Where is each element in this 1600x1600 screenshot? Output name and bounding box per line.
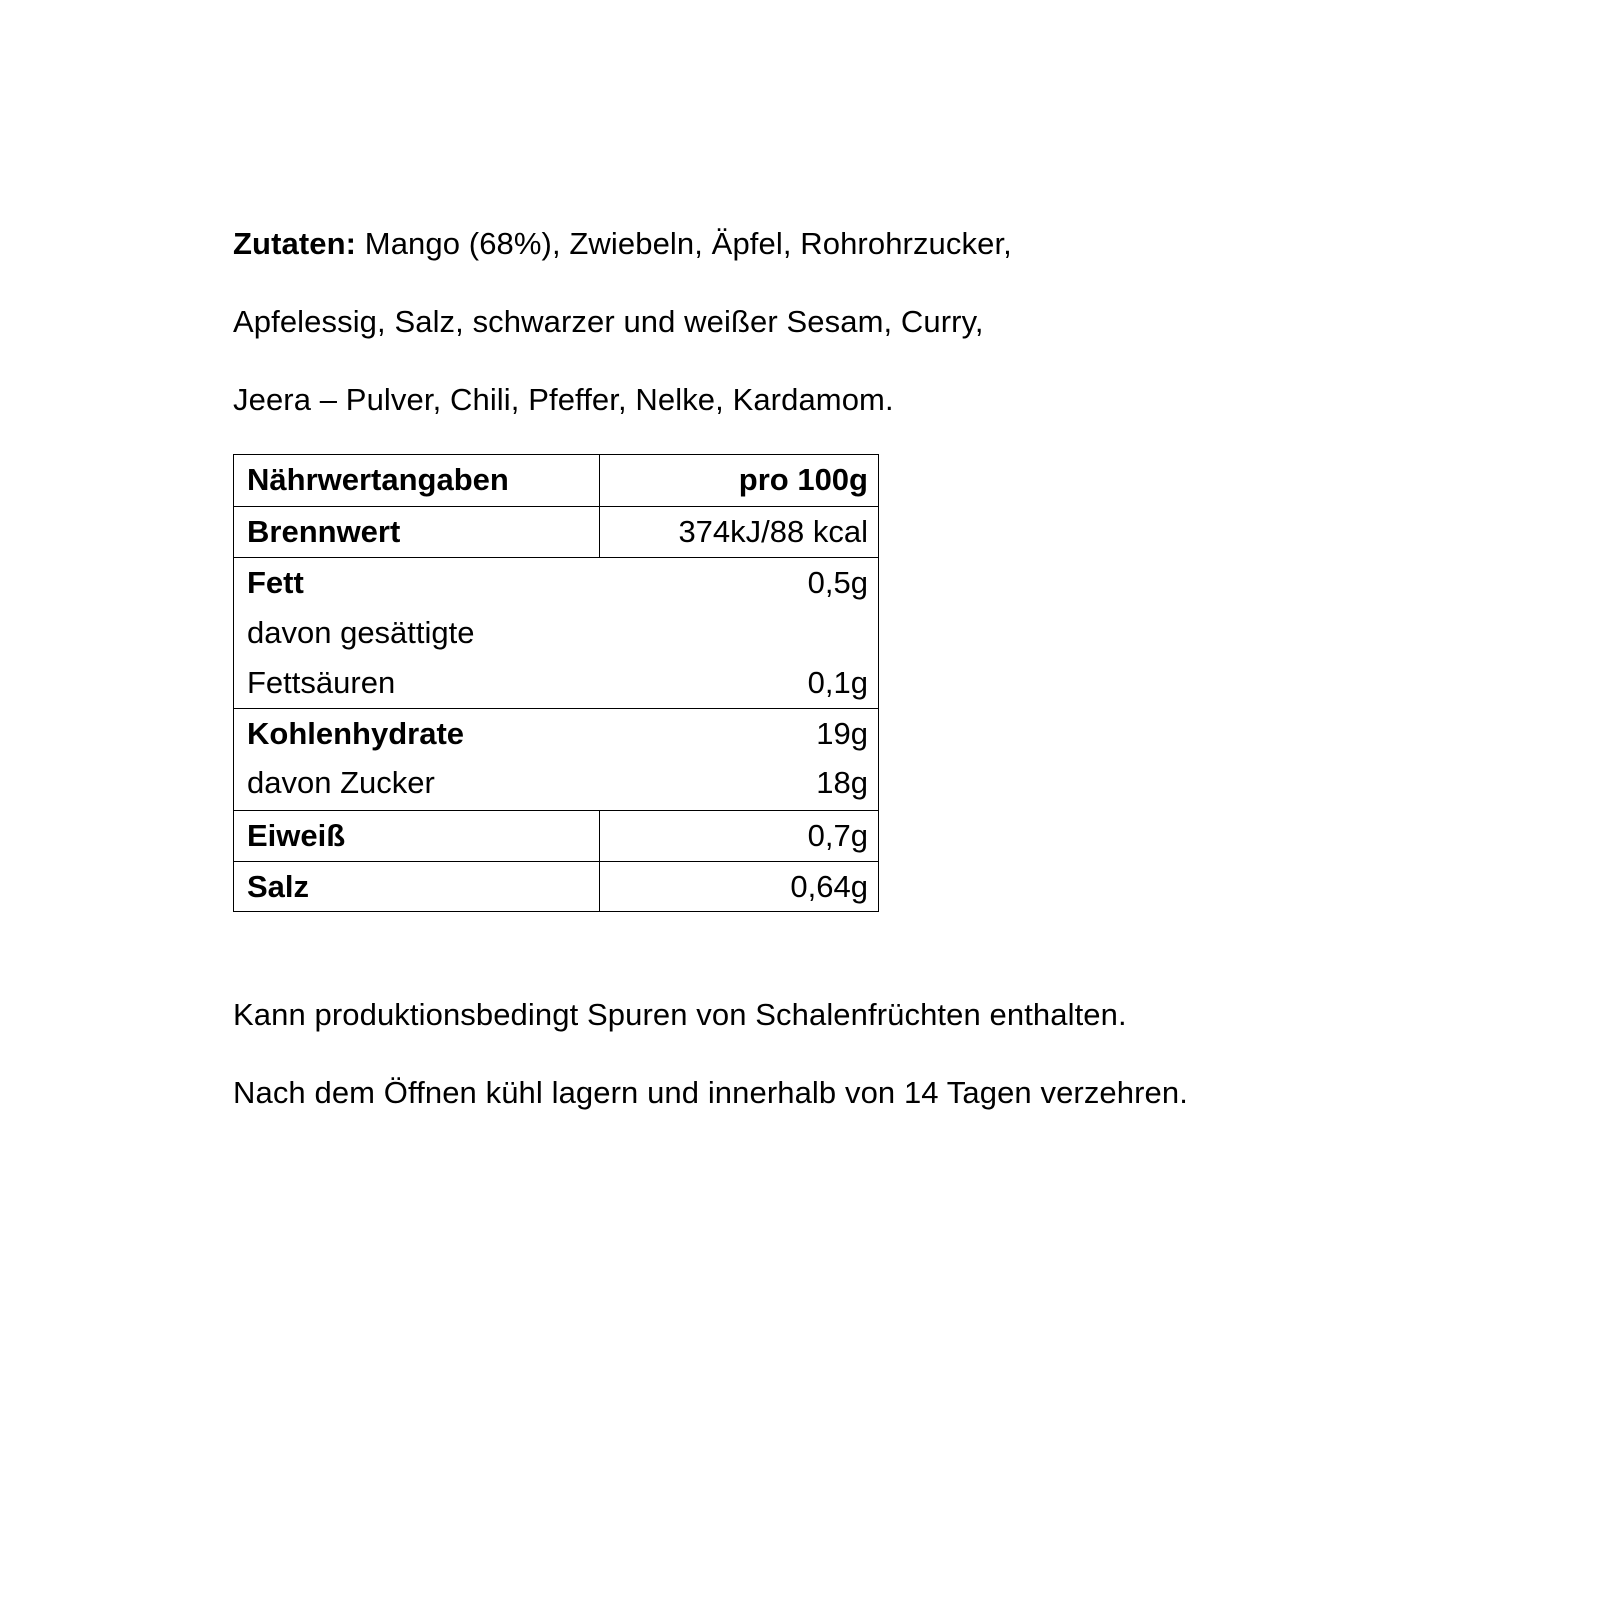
ingredients-line-2: Apfelessig, Salz, schwarzer und weißer Sesam, Curry, xyxy=(233,304,984,339)
carbs-value: 19g xyxy=(816,716,868,751)
nutrition-row-salt xyxy=(234,861,878,911)
saturated-label-1: davon gesättigte xyxy=(247,615,475,650)
nutrition-row-carbs xyxy=(234,708,878,810)
fat-value: 0,5g xyxy=(807,565,868,600)
nutrition-header-value: pro 100g xyxy=(738,462,868,497)
sugar-label: davon Zucker xyxy=(247,765,435,800)
carbs-label: Kohlenhydrate xyxy=(247,716,465,751)
salt-value: 0,64g xyxy=(790,869,868,904)
energy-value: 374kJ/88 kcal xyxy=(678,514,868,549)
nutrition-header-label: Nährwertangaben xyxy=(247,462,509,497)
nutrition-row-fat xyxy=(234,557,878,709)
energy-label: Brennwert xyxy=(247,514,401,549)
saturated-label-2: Fettsäuren xyxy=(247,665,396,700)
storage-note: Nach dem Öffnen kühl lagern und innerhalb von 14 Tagen verzehren. xyxy=(233,1075,1188,1110)
ingredients-line-1 xyxy=(233,224,1012,264)
ingredients-text-1: Mango (68%), Zwiebeln, Äpfel, Rohrohrzucker, xyxy=(356,226,1012,261)
nutrition-row-energy xyxy=(234,506,878,557)
allergen-note: Kann produktionsbedingt Spuren von Schalenfrüchten enthalten. xyxy=(233,997,1127,1032)
fat-label: Fett xyxy=(247,565,304,600)
salt-label: Salz xyxy=(247,869,310,904)
nutrition-table xyxy=(233,454,879,912)
saturated-value: 0,1g xyxy=(807,665,868,700)
protein-label: Eiweiß xyxy=(247,818,346,853)
protein-value: 0,7g xyxy=(807,818,868,853)
ingredients-line-3: Jeera – Pulver, Chili, Pfeffer, Nelke, Kardamom. xyxy=(233,382,894,417)
ingredients-heading: Zutaten: xyxy=(233,226,357,261)
sugar-value: 18g xyxy=(816,765,868,800)
nutrition-header-row xyxy=(234,455,878,506)
nutrition-row-protein xyxy=(234,810,878,861)
